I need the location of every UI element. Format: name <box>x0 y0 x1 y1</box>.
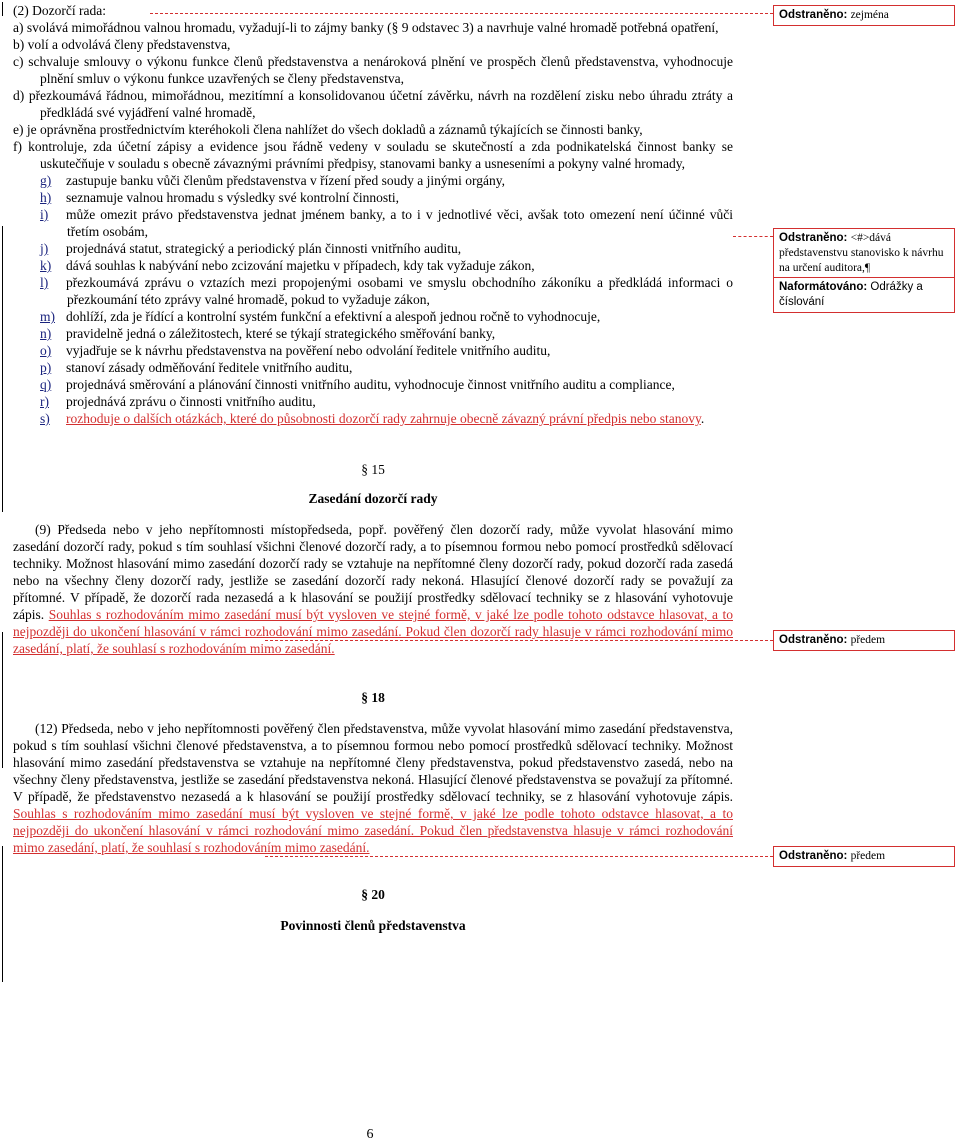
list-item <box>13 393 733 410</box>
list-text: projednává zprávu o činnosti vnitřního auditu, <box>66 394 316 409</box>
list-item-f: f) kontroluje, zda účetní zápisy a evidence jsou řádně vedeny v souladu se skutečností a zda podnikatelská činnost banky se uskutečňuje v souladu s obecně závaznými právními předpisy, stanovami banky a usneseními a pokyny valné hromady, <box>13 139 733 171</box>
list-label: k) <box>40 258 52 273</box>
list-label: i) <box>40 207 49 222</box>
list-text: dává souhlas k nabývání nebo zcizování majetku v případech, kdy tak vyžaduje zákon, <box>66 258 535 273</box>
list-item <box>13 274 733 308</box>
list-text: pravidelně jedná o záležitostech, které se týkají strategického směřování banky, <box>66 326 496 341</box>
change-bar <box>2 632 3 768</box>
list-label: l) <box>40 275 49 290</box>
list-text: dohlíží, zda je řídící a kontrolní systém funkční a efektivní a alespoň jednou ročně to vyhodnocuje, <box>66 309 601 324</box>
balloon-connector <box>265 640 773 641</box>
list-item <box>13 376 733 393</box>
list-item <box>13 206 733 240</box>
inserted-text: Souhlas s rozhodováním mimo zasedání musí být vysloven ve stejné formě, v jaké lze podle tohoto odstavce hlasovat, a to nejpozději do ukončení hlasování v rámci rozhodování mimo zasedání. Pokud člen dozorčí rady hlasuje v rámci rozhodování mimo zasedání, platí, že souhlasí s rozhodováním mimo zasedání. <box>13 607 733 656</box>
balloon-value: předem <box>850 634 886 646</box>
list-label: s) <box>40 411 50 426</box>
list-item <box>13 257 733 274</box>
list-item <box>13 342 733 359</box>
balloon-connector <box>265 856 773 857</box>
list-text: může omezit právo představenstva jednat jménem banky, a to i v jednotlivé věci, avšak toto omezení není účinné vůči třetím osobám, <box>66 207 733 239</box>
paragraph-9 <box>13 521 733 657</box>
balloon-label: Naformátováno: <box>779 281 868 293</box>
revision-balloon-deleted[interactable] <box>773 5 955 26</box>
balloon-value: <#>dává představenstvu stanovisko k návrhu na určení auditora,¶ <box>779 232 944 274</box>
list-label: j) <box>40 241 49 256</box>
section-number: § 15 <box>361 462 385 477</box>
balloon-connector <box>150 13 773 14</box>
change-bar <box>2 2 3 16</box>
list-text: zastupuje banku vůči členům představenstva v řízení před soudy a jinými orgány, <box>66 173 506 188</box>
balloon-label: Odstraněno: <box>779 232 848 244</box>
list-item-inserted <box>13 410 733 427</box>
revision-balloon-deleted[interactable] <box>773 228 955 279</box>
list-item-b: b) volí a odvolává členy představenstva, <box>13 37 231 52</box>
list-item <box>13 240 733 257</box>
section-number: § 18 <box>361 690 385 705</box>
inserted-text: Souhlas s rozhodováním mimo zasedání musí být vysloven ve stejné formě, v jaké lze podle tohoto odstavce hlasovat, a to nejpozději do ukončení hlasování v rámci rozhodování mimo zasedání. Pokud člen představenstva hlasuje v rámci rozhodování mimo zasedání, platí, že souhlasí s rozhodováním mimo zasedání. <box>13 806 733 855</box>
list-item-d: d) přezkoumává řádnou, mimořádnou, mezitímní a konsolidovanou účetní závěrku, návrh na rozdělení zisku nebo úhradu ztráty a předkládá své vyjádření valné hromadě, <box>13 88 733 120</box>
list-item-a: a) svolává mimořádnou valnou hromadu, vyžadují-li to zájmy banky (§ 9 odstavec 3) a navrhuje valné hromadě potřebná opatření, <box>13 20 719 35</box>
balloon-label: Odstraněno: <box>779 9 848 21</box>
section-number: § 20 <box>361 887 385 902</box>
page-number: 6 <box>366 1127 374 1142</box>
list-item <box>13 172 733 189</box>
list-label: r) <box>40 394 49 409</box>
list-item-c: c) schvaluje smlouvy o výkonu funkce členů představenstva a nenároková plnění ve prospěch členů představenstva, vyhodnocuje plnění smluv o výkonu funkce uzavřených se členy představenstva, <box>13 54 733 86</box>
list-item <box>13 189 733 206</box>
list-text-end: . <box>700 411 705 426</box>
list-label: h) <box>40 190 52 205</box>
change-bar <box>2 846 3 982</box>
list-label: g) <box>40 173 52 188</box>
balloon-connector <box>733 236 773 237</box>
list-text: projednává směrování a plánování činnosti vnitřního auditu, vyhodnocuje činnost vnitřního auditu a compliance, <box>66 377 675 392</box>
list-item <box>13 325 733 342</box>
list-item-e: e) je oprávněna prostřednictvím kteréhokoli člena nahlížet do všech dokladů a záznamů týkajících se činnosti banky, <box>13 122 643 137</box>
list-text: projednává statut, strategický a periodický plán činnosti vnitřního auditu, <box>66 241 462 256</box>
balloon-value: Odrážky a číslování <box>779 281 923 308</box>
list-text: seznamuje valnou hromadu s výsledky své kontrolní činnosti, <box>66 190 399 205</box>
paragraph-12 <box>13 720 733 856</box>
inserted-text: rozhoduje o dalších otázkách, které do působnosti dozorčí rady zahrnuje obecně závazný právní předpis nebo stanovy <box>66 411 701 426</box>
list-label: m) <box>40 309 55 324</box>
change-bar <box>2 226 3 512</box>
revision-balloon-deleted[interactable] <box>773 846 955 867</box>
document-body <box>13 2 733 934</box>
list-item <box>13 359 733 376</box>
revised-list <box>13 172 733 427</box>
section-title: Zasedání dozorčí rady <box>308 491 438 506</box>
balloon-label: Odstraněno: <box>779 634 848 646</box>
section-heading: (2) Dozorčí rada: <box>13 3 106 18</box>
list-label: p) <box>40 360 52 375</box>
list-text: vyjadřuje se k návrhu představenstva na pověření nebo odvolání ředitele vnitřního auditu, <box>66 343 551 358</box>
revision-balloon-deleted[interactable] <box>773 630 955 651</box>
list-label: o) <box>40 343 52 358</box>
list-text: přezkoumává zprávu o vztazích mezi propojenými osobami ve smyslu obchodního zákoníku a předkládá informaci o přezkoumání této zprávy valné hromadě, pokud to vyžaduje zákon, <box>66 275 733 307</box>
list-item <box>13 308 733 325</box>
list-text: stanoví zásady odměňování ředitele vnitřního auditu, <box>66 360 353 375</box>
balloon-value: předem <box>850 850 886 862</box>
paragraph-text: (12) Předseda, nebo v jeho nepřítomnosti pověřený člen představenstva, může vyvolat hlasování mimo zasedání představenstva, pokud s tím souhlasí všichni členové představenstva, a to písemnou formou nebo pomocí prostředků sdělovací techniky. Možnost hlasování mimo zasedání představenstva se vztahuje na nepřítomné členy představenstva, pokud představenstvo zasedá, nebo na všechny členy představenstva, jestliže se zasedání představenstva nekoná. Hlasující členové představenstva se považují za přítomné. V případě, že představenstvo nezasedá a k hlasování se použijí prostředky sdělovací techniky, se z hlasování vyhotovuje zápis. <box>13 721 733 804</box>
section-title: Povinnosti členů představenstva <box>280 918 466 933</box>
revision-balloon-formatted[interactable] <box>773 277 955 313</box>
balloon-value: zejména <box>850 9 889 21</box>
balloon-label: Odstraněno: <box>779 850 848 862</box>
list-label: q) <box>40 377 52 392</box>
paragraph-text: (9) Předseda nebo v jeho nepřítomnosti místopředseda, popř. pověřený člen dozorčí rady, může vyvolat hlasování mimo zasedání dozorčí rady, pokud s tím souhlasí všichni členové dozorčí rady, a to písemnou formou nebo pomocí prostředků sdělovací techniky. Možnost hlasování mimo zasedání dozorčí rady se vztahuje na nepřítomné členy dozorčí rady, pokud dozorčí rada zasedá nebo na všechny členy dozorčí rady, jestliže se zasedání dozorčí rady nekoná. Hlasující členové dozorčí rady se považují za přítomné. V případě, že dozorčí rada nezasedá a k hlasování se použijí prostředky sdělovací techniky se z hlasování vyhotovuje zápis. <box>13 522 733 622</box>
list-label: n) <box>40 326 52 341</box>
